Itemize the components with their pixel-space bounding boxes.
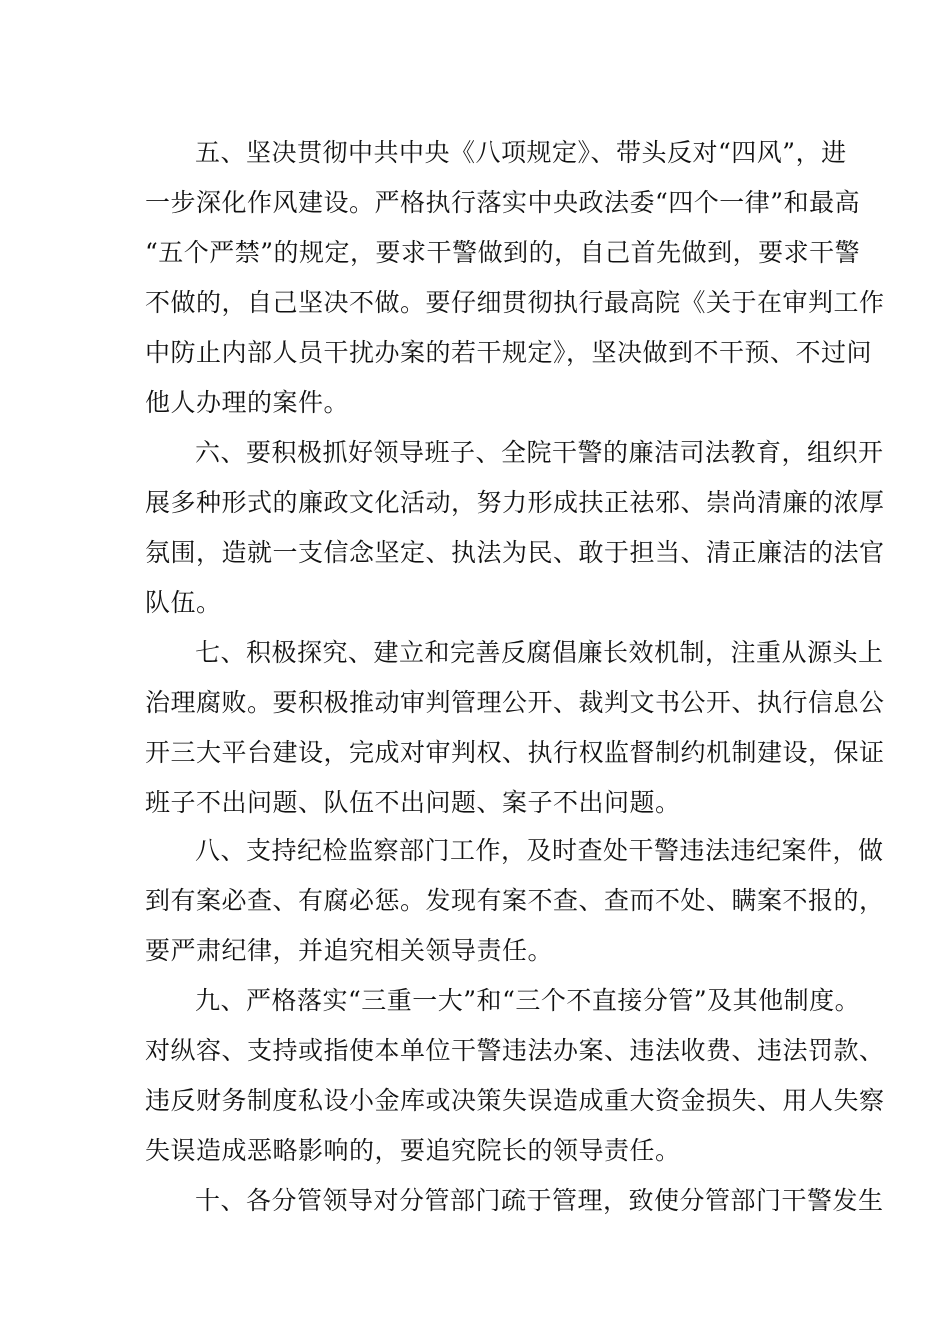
- paragraph-8-line-2: 到有案必查、有腐必惩。发现有案不查、查而不处、瞒案不报的，: [145, 886, 885, 915]
- paragraph-9-line-2: 对纵容、支持或指使本单位干警违法办案、违法收费、违法罚款、: [145, 1036, 885, 1065]
- paragraph-5-line-6: 他人办理的案件。: [145, 388, 350, 417]
- paragraph-6-line-3: 氛围，造就一支信念坚定、执法为民、敢于担当、清正廉洁的法官: [145, 538, 885, 567]
- paragraph-8-line-1: 八、支持纪检监察部门工作，及时查处干警违法违纪案件，做: [195, 836, 884, 865]
- paragraph-9-line-1: 九、严格落实“三重一大”和“三个不直接分管”及其他制度。: [195, 986, 861, 1015]
- paragraph-9-line-3: 违反财务制度私设小金库或决策失误造成重大资金损失、用人失察: [145, 1086, 885, 1115]
- paragraph-5-line-2: 一步深化作风建设。严格执行落实中央政法委“四个一律”和最高: [145, 188, 861, 217]
- paragraph-7-line-4: 班子不出问题、队伍不出问题、案子不出问题。: [145, 788, 681, 817]
- paragraph-6-line-4: 队伍。: [145, 588, 222, 617]
- paragraph-10-line-1: 十、各分管领导对分管部门疏于管理，致使分管部门干警发生: [195, 1186, 884, 1215]
- paragraph-9-line-4: 失误造成恶略影响的，要追究院长的领导责任。: [145, 1136, 681, 1165]
- paragraph-8-line-3: 要严肃纪律，并追究相关领导责任。: [145, 936, 554, 965]
- paragraph-7-line-2: 治理腐败。要积极推动审判管理公开、裁判文书公开、执行信息公: [145, 688, 885, 717]
- paragraph-6-line-2: 展多种形式的廉政文化活动，努力形成扶正祛邪、崇尚清廉的浓厚: [145, 488, 885, 517]
- paragraph-5-line-1: 五、坚决贯彻中共中央《八项规定》、带头反对“四风”，进: [195, 138, 847, 167]
- paragraph-7-line-1: 七、积极探究、建立和完善反腐倡廉长效机制，注重从源头上: [195, 638, 884, 667]
- paragraph-5-line-3: “五个严禁”的规定，要求干警做到的，自己首先做到，要求干警: [145, 238, 861, 267]
- paragraph-6-line-1: 六、要积极抓好领导班子、全院干警的廉洁司法教育，组织开: [195, 438, 884, 467]
- paragraph-7-line-3: 开三大平台建设，完成对审判权、执行权监督制约机制建设，保证: [145, 738, 885, 767]
- paragraph-5-line-5: 中防止内部人员干扰办案的若干规定》，坚决做到不干预、不过问: [145, 338, 873, 367]
- paragraph-5-line-4: 不做的，自己坚决不做。要仔细贯彻执行最高院《关于在审判工作: [145, 288, 885, 317]
